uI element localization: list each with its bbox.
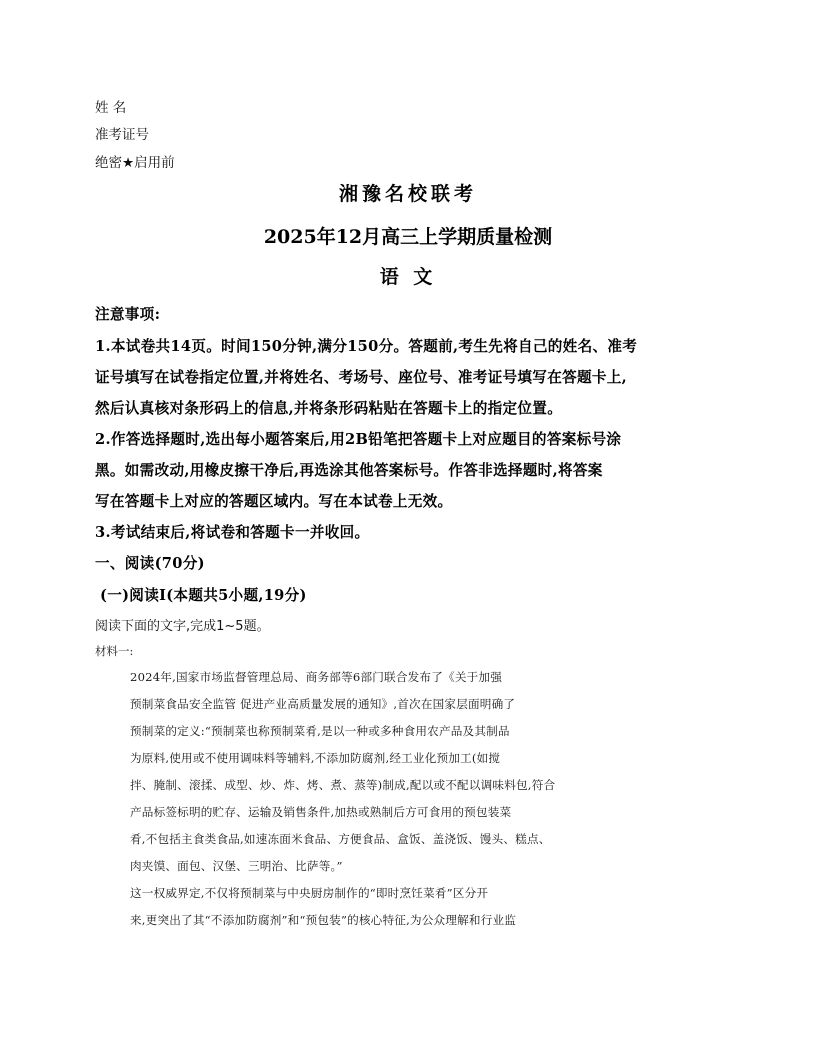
notes-line: 3.考试结束后,将试卷和答题卡一并收回。 — [95, 524, 370, 541]
subject-title: 语 文 — [379, 266, 437, 288]
name-label: 姓 名 — [95, 100, 127, 116]
notes-line: 2.作答选择题时,选出每小题答案后,用2B铅笔把答题卡上对应题目的答案标号涂 — [95, 431, 622, 448]
confidential-mark: 绝密★启用前 — [95, 155, 175, 171]
notes-line: 写在答题卡上对应的答题区域内。写在本试卷上无效。 — [95, 493, 453, 510]
notes-line: 1.本试卷共14页。时间150分钟,满分150分。答题前,考生先将自己的姓名、准考 — [95, 338, 638, 355]
material-line: 预制菜的定义:“预制菜也称预制菜肴,是以一种或多种食用农产品及其制品 — [130, 724, 510, 738]
material-line: 来,更突出了其“不添加防腐剂”和“预包装”的核心特征,为公众理解和行业监 — [130, 913, 517, 927]
notes-line: 然后认真核对条形码上的信息,并将条形码粘贴在答题卡上的指定位置。 — [95, 400, 563, 417]
material-line: 肴,不包括主食类食品,如速冻面米食品、方便食品、盒饭、盖浇饭、馒头、糕点、 — [130, 832, 551, 846]
school-title: 湘豫名校联考 — [338, 183, 477, 205]
material-line: 这一权威界定,不仅将预制菜与中央厨房制作的“即时烹饪菜肴”区分开 — [130, 886, 489, 900]
material-line: 预制菜食品安全监管 促进产业高质量发展的通知》,首次在国家层面明确了 — [130, 697, 516, 711]
sub-section-heading: (一)阅读Ⅰ(本题共5小题,19分) — [100, 587, 307, 604]
exam-id-label: 准考证号 — [95, 127, 149, 143]
material-label: 材料一: — [95, 644, 134, 658]
material-line: 产品标签标明的贮存、运输及销售条件,加热或熟制后方可食用的预包装菜 — [130, 805, 512, 819]
reading-instruction: 阅读下面的文字,完成1~5题。 — [95, 619, 270, 634]
notes-line: 证号填写在试卷指定位置,并将姓名、考场号、座位号、准考证号填写在答题卡上, — [95, 369, 628, 386]
material-line: 拌、腌制、滚揉、成型、炒、炸、烤、煮、蒸等)制成,配以或不配以调味料包,符合 — [130, 778, 556, 792]
notes-line: 黑。如需改动,用橡皮擦干净后,再选涂其他答案标号。作答非选择题时,将答案 — [95, 462, 603, 479]
exam-title: 2025年12月高三上学期质量检测 — [263, 226, 553, 248]
material-line: 2024年,国家市场监督管理总局、商务部等6部门联合发布了《关于加强 — [130, 670, 502, 684]
material-line: 肉夹馍、面包、汉堡、三明治、比萨等。” — [130, 859, 343, 873]
material-line: 为原料,使用或不使用调味料等辅料,不添加防腐剂,经工业化预加工(如搅 — [130, 751, 501, 765]
notes-heading: 注意事项: — [95, 306, 161, 323]
part-one-heading: 一、阅读(70分) — [95, 555, 205, 572]
